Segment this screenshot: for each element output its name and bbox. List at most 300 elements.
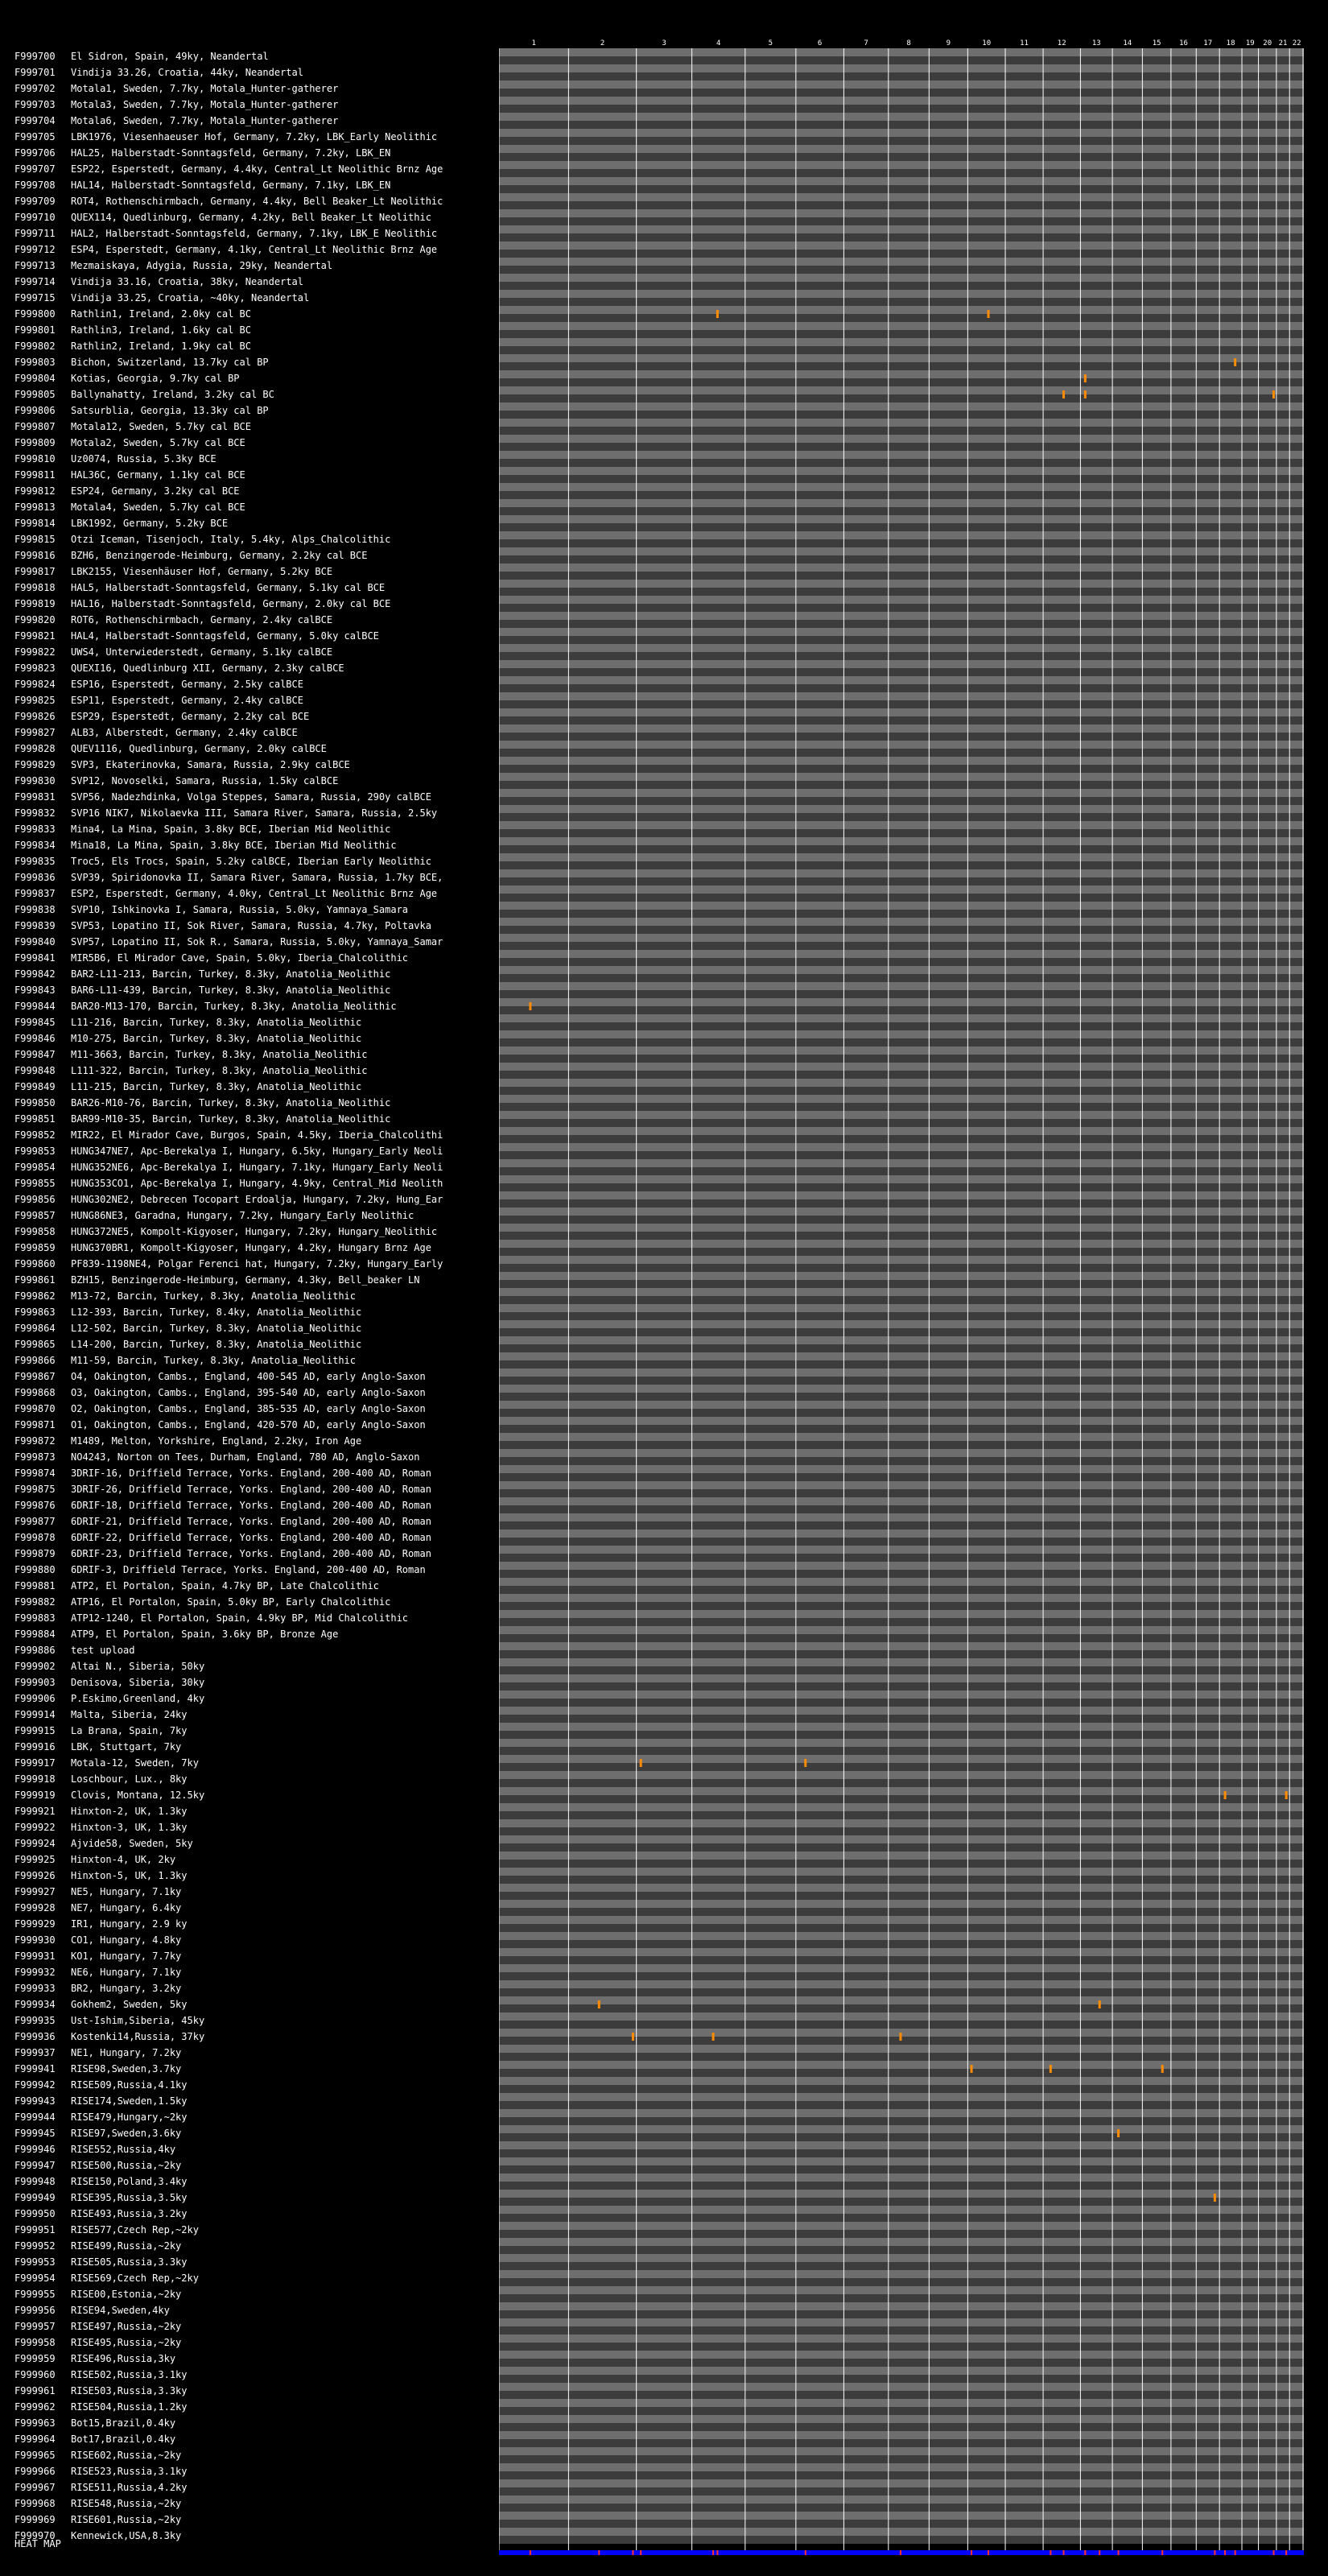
row-stripe (499, 2487, 1304, 2496)
row-stripe (499, 1763, 1304, 1771)
sample-label: NE7, Hungary, 6.4ky (71, 1902, 182, 1913)
chromosome-label: 14 (1123, 39, 1132, 47)
sample-row (14, 1304, 485, 1320)
sample-label: HUNG86NE3, Garadna, Hungary, 7.2ky, Hungary_Early Neolithic (71, 1210, 414, 1221)
row-stripe (499, 716, 1304, 724)
kit-id: F999929 (14, 1918, 56, 1930)
sample-row (14, 2367, 485, 2383)
sample-list (14, 48, 485, 2544)
sample-label: SVP16 NIK7, Nikolaevka III, Samara River, Samara, Russia, 2.5ky (71, 807, 438, 819)
row-stripe (499, 1433, 1304, 1441)
sample-row (14, 2270, 485, 2286)
kit-id: F999714 (14, 276, 56, 287)
row-stripe (499, 1385, 1304, 1393)
sample-label: NE1, Hungary, 7.2ky (71, 2047, 182, 2058)
sample-row (14, 1900, 485, 1916)
chromosome-label: 5 (768, 39, 773, 47)
row-stripe (499, 435, 1304, 443)
row-stripe (499, 1554, 1304, 1562)
chromosome-label: 11 (1020, 39, 1029, 47)
sample-label: Motala3, Sweden, 7.7ky, Motala_Hunter-gatherer (71, 99, 339, 110)
kit-id: F999867 (14, 1371, 56, 1382)
row-stripe (499, 1530, 1304, 1538)
sample-label: ROT6, Rothenschirmbach, Germany, 2.4ky calBCE (71, 614, 333, 625)
row-stripe (499, 564, 1304, 572)
sample-row (14, 1368, 485, 1385)
sample-label: HUNG372NE5, Kompolt-Kigyoser, Hungary, 7.2ky, Hungary_Neolithic (71, 1226, 438, 1237)
row-stripe (499, 652, 1304, 660)
sample-row (14, 773, 485, 789)
row-stripe (499, 741, 1304, 749)
row-stripe (499, 1095, 1304, 1103)
row-stripe (499, 1715, 1304, 1723)
row-stripe (499, 1650, 1304, 1658)
sample-label: Mina18, La Mina, Spain, 3.8ky BCE, Iberian Mid Neolithic (71, 840, 397, 851)
sample-label: MIR5B6, El Mirador Cave, Spain, 5.0ky, Iberia_Chalcolithic (71, 952, 409, 964)
row-stripe (499, 1360, 1304, 1368)
sample-label: L111-322, Barcin, Turkey, 8.3ky, Anatolia_Neolithic (71, 1065, 368, 1076)
row-stripe (499, 1208, 1304, 1216)
sample-label: LBK2155, Viesenhäuser Hof, Germany, 5.2ky BCE (71, 566, 333, 577)
row-stripe (499, 2093, 1304, 2101)
row-stripe (499, 2133, 1304, 2141)
row-stripe (499, 1755, 1304, 1763)
sample-label: QUEX114, Quedlinburg, Germany, 4.2ky, Bell Beaker_Lt Neolithic (71, 212, 431, 223)
row-stripe (499, 1860, 1304, 1868)
sample-row (14, 483, 485, 499)
row-stripe (499, 1119, 1304, 1127)
sample-label: ESP24, Germany, 3.2ky cal BCE (71, 485, 240, 497)
sample-label: RISE500,Russia,~2ky (71, 2160, 182, 2171)
sample-row (14, 161, 485, 177)
row-stripe (499, 491, 1304, 499)
sample-row (14, 1191, 485, 1208)
row-stripe (499, 926, 1304, 934)
row-stripe (499, 1151, 1304, 1159)
heatmap-label: HEAT MAP (14, 2538, 61, 2549)
sample-label: BR2, Hungary, 3.2ky (71, 1983, 182, 1994)
sample-row (14, 869, 485, 886)
row-stripe (499, 1594, 1304, 1602)
row-stripe (499, 467, 1304, 475)
sample-label: Bot17,Brazil,0.4ky (71, 2434, 176, 2445)
sample-row (14, 370, 485, 386)
kit-id: F999843 (14, 985, 56, 996)
row-stripe (499, 910, 1304, 918)
kit-id: F999872 (14, 1435, 56, 1447)
sample-row (14, 97, 485, 113)
row-stripe (499, 1964, 1304, 1972)
row-stripe (499, 1046, 1304, 1055)
row-stripe (499, 2109, 1304, 2117)
heatmap-mark (640, 2550, 641, 2555)
sample-row (14, 177, 485, 193)
sample-label: M11-3663, Barcin, Turkey, 8.3ky, Anatolia_Neolithic (71, 1049, 368, 1060)
sample-row (14, 1320, 485, 1336)
sample-label: Altai N., Siberia, 50ky (71, 1661, 205, 1672)
sample-label: HUNG370BR1, Kompolt-Kigyoser, Hungary, 4.2ky, Hungary Brnz Age (71, 1242, 431, 1253)
row-stripe (499, 427, 1304, 435)
kit-id: F999941 (14, 2063, 56, 2074)
row-stripe (499, 1216, 1304, 1224)
sample-row (14, 1224, 485, 1240)
sample-label: L14-200, Barcin, Turkey, 8.3ky, Anatolia_Neolithic (71, 1339, 362, 1350)
row-stripe (499, 612, 1304, 620)
row-stripe (499, 1449, 1304, 1457)
chromosome-label: 22 (1292, 39, 1301, 47)
match-segment (632, 2033, 634, 2041)
kit-id: F999809 (14, 437, 56, 448)
kit-id: F999825 (14, 695, 56, 706)
chromosome-label: 20 (1263, 39, 1272, 47)
sample-label: L12-502, Barcin, Turkey, 8.3ky, Anatolia_Neolithic (71, 1323, 362, 1334)
sample-row (14, 2254, 485, 2270)
sample-row (14, 1127, 485, 1143)
sample-row (14, 2479, 485, 2496)
row-stripe (499, 2238, 1304, 2246)
row-stripe (499, 201, 1304, 209)
sample-row (14, 1626, 485, 1642)
chromosome-label: 13 (1091, 39, 1101, 47)
row-stripe (499, 1465, 1304, 1473)
row-stripe (499, 2222, 1304, 2230)
row-stripe (499, 290, 1304, 298)
row-stripe (499, 483, 1304, 491)
sample-label: BAR26-M10-76, Barcin, Turkey, 8.3ky, Anatolia_Neolithic (71, 1097, 391, 1108)
row-stripe (499, 1948, 1304, 1956)
kit-id: F999924 (14, 1838, 56, 1849)
row-stripe (499, 1143, 1304, 1151)
row-stripe (499, 990, 1304, 998)
kit-id: F999884 (14, 1629, 56, 1640)
match-segment (716, 310, 719, 318)
sample-label: 3DRIF-26, Driffield Terrace, Yorks. England, 200-400 AD, Roman (71, 1484, 431, 1495)
kit-id: F999829 (14, 759, 56, 770)
sample-label: Rathlin2, Ireland, 1.9ky cal BC (71, 341, 251, 352)
row-stripe (499, 1352, 1304, 1360)
sample-label: Motala4, Sweden, 5.7ky cal BCE (71, 502, 245, 513)
sample-row (14, 338, 485, 354)
row-stripe (499, 1014, 1304, 1022)
sample-label: RISE505,Russia,3.3ky (71, 2256, 188, 2268)
row-stripe (499, 1682, 1304, 1690)
row-stripe (499, 225, 1304, 233)
sample-row (14, 258, 485, 274)
row-stripe (499, 2198, 1304, 2206)
sample-label: Malta, Siberia, 24ky (71, 1709, 188, 1720)
row-stripe (499, 708, 1304, 716)
sample-label: HUNG302NE2, Debrecen Tocopart Erdoalja, Hungary, 7.2ky, Hung_Ear (71, 1194, 443, 1205)
sample-row (14, 1063, 485, 1079)
row-stripe (499, 2004, 1304, 2013)
sample-row (14, 1079, 485, 1095)
sample-label: RISE497,Russia,~2ky (71, 2321, 182, 2332)
row-stripe (499, 797, 1304, 805)
heatmap-chart (499, 35, 1304, 2555)
sample-row (14, 1159, 485, 1175)
sample-row (14, 1497, 485, 1513)
row-stripe (499, 1320, 1304, 1328)
sample-row (14, 2109, 485, 2125)
row-stripe (499, 2294, 1304, 2302)
sample-label: BAR99-M10-35, Barcin, Turkey, 8.3ky, Anatolia_Neolithic (71, 1113, 391, 1125)
sample-label: SVP39, Spiridonovka II, Samara River, Samara, Russia, 1.7ky BCE, (71, 872, 443, 883)
sample-row (14, 2447, 485, 2463)
sample-row (14, 612, 485, 628)
row-stripe (499, 1409, 1304, 1417)
sample-label: 6DRIF-18, Driffield Terrace, Yorks. England, 200-400 AD, Roman (71, 1500, 431, 1511)
match-segment (1272, 390, 1275, 398)
row-stripe (499, 1988, 1304, 1996)
kit-id: F999865 (14, 1339, 56, 1350)
sample-row (14, 2206, 485, 2222)
sample-row (14, 1385, 485, 1401)
chromosome-label: 16 (1179, 39, 1188, 47)
chromosome-label: 9 (946, 39, 951, 47)
row-stripe (499, 137, 1304, 145)
kit-id: F999703 (14, 99, 56, 110)
sample-row (14, 966, 485, 982)
sample-label: Rathlin1, Ireland, 2.0ky cal BC (71, 308, 251, 320)
kit-id: F999817 (14, 566, 56, 577)
row-stripe (499, 1199, 1304, 1208)
row-stripe (499, 129, 1304, 137)
sample-row (14, 1980, 485, 1996)
row-stripe (499, 177, 1304, 185)
sample-label: 6DRIF-23, Driffield Terrace, Yorks. England, 200-400 AD, Roman (71, 1548, 431, 1559)
sample-label: Denisova, Siberia, 30ky (71, 1677, 205, 1688)
row-stripe (499, 1111, 1304, 1119)
row-stripe (499, 1787, 1304, 1795)
kit-id: F999946 (14, 2144, 56, 2155)
sample-label: ATP9, El Portalon, Spain, 3.6ky BP, Bronze Age (71, 1629, 339, 1640)
heatmap-mark (1224, 2550, 1226, 2555)
kit-id: F999949 (14, 2192, 56, 2203)
row-stripe (499, 966, 1304, 974)
heatmap-mark (530, 2550, 531, 2555)
kit-id: F999824 (14, 679, 56, 690)
sample-row (14, 2222, 485, 2238)
row-stripe (499, 161, 1304, 169)
row-stripe (499, 765, 1304, 773)
row-stripe (499, 861, 1304, 869)
kit-id: F999841 (14, 952, 56, 964)
row-stripe (499, 1038, 1304, 1046)
kit-id: F999845 (14, 1017, 56, 1028)
sample-row (14, 2383, 485, 2399)
row-stripe (499, 2165, 1304, 2174)
sample-label: Troc5, Els Trocs, Spain, 5.2ky calBCE, Iberian Early Neolithic (71, 856, 431, 867)
sample-label: SVP56, Nadezhdinka, Volga Steppes, Samara, Russia, 290y calBCE (71, 791, 431, 803)
kit-id: F999936 (14, 2031, 56, 2042)
chromosome-label: 12 (1057, 39, 1066, 47)
sample-label: PF839-1198NE4, Polgar Ferenci hat, Hungary, 7.2ky, Hungary_Early (71, 1258, 443, 1269)
row-stripe (499, 1240, 1304, 1248)
row-stripe (499, 1626, 1304, 1634)
sample-row (14, 1014, 485, 1030)
sample-row (14, 1465, 485, 1481)
sample-row (14, 129, 485, 145)
row-stripe (499, 733, 1304, 741)
row-stripe (499, 2496, 1304, 2504)
row-stripe (499, 1932, 1304, 1940)
kit-id: F999878 (14, 1532, 56, 1543)
kit-id: F999958 (14, 2337, 56, 2348)
sample-row (14, 1884, 485, 1900)
kit-id: F999917 (14, 1757, 56, 1769)
row-stripe (499, 1803, 1304, 1811)
match-segment (971, 2065, 973, 2073)
sample-label: Bichon, Switzerland, 13.7ky cal BP (71, 357, 269, 368)
sample-label: RISE479,Hungary,~2ky (71, 2112, 188, 2123)
row-stripe (499, 660, 1304, 668)
row-stripe (499, 89, 1304, 97)
sample-row (14, 660, 485, 676)
row-stripe (499, 1441, 1304, 1449)
sample-row (14, 1916, 485, 1932)
kit-id: F999850 (14, 1097, 56, 1108)
sample-label: ROT4, Rothenschirmbach, Germany, 4.4ky, Bell Beaker_Lt Neolithic (71, 196, 443, 207)
kit-id: F999705 (14, 131, 56, 142)
heatmap-mark (1099, 2550, 1100, 2555)
kit-id: F999854 (14, 1162, 56, 1173)
row-stripe (499, 306, 1304, 314)
match-segment (1084, 374, 1087, 382)
sample-label: HUNG352NE6, Apc-Berekalya I, Hungary, 7.1ky, Hungary_Early Neoli (71, 1162, 443, 1173)
match-segment (1062, 390, 1065, 398)
kit-id: F999937 (14, 2047, 56, 2058)
sample-row (14, 628, 485, 644)
kit-id: F999858 (14, 1226, 56, 1237)
row-stripe (499, 1022, 1304, 1030)
sample-label: QUEXI16, Quedlinburg XII, Germany, 2.3ky calBCE (71, 663, 344, 674)
kit-id: F999914 (14, 1709, 56, 1720)
sample-row (14, 145, 485, 161)
sample-row (14, 1272, 485, 1288)
kit-id: F999952 (14, 2240, 56, 2252)
sample-row (14, 2157, 485, 2174)
row-stripe (499, 1280, 1304, 1288)
kit-id: F999813 (14, 502, 56, 513)
row-stripe (499, 1272, 1304, 1280)
row-stripe (499, 499, 1304, 507)
sample-label: KO1, Hungary, 7.7ky (71, 1951, 182, 1962)
sample-label: RISE150,Poland,3.4ky (71, 2176, 188, 2187)
kit-id: F999830 (14, 775, 56, 786)
sample-label: SVP10, Ishkinovka I, Samara, Russia, 5.0ky, Yamnaya_Samara (71, 904, 409, 915)
sample-label: RISE496,Russia,3ky (71, 2353, 176, 2364)
row-stripe (499, 1924, 1304, 1932)
row-stripe (499, 1868, 1304, 1876)
kit-id: F999819 (14, 598, 56, 609)
sample-row (14, 2238, 485, 2254)
sample-label: Vindija 33.25, Croatia, ~40ky, Neandertal (71, 292, 310, 303)
row-stripe (499, 580, 1304, 588)
sample-row (14, 789, 485, 805)
kit-id: F999942 (14, 2079, 56, 2091)
kit-id: F999968 (14, 2498, 56, 2509)
row-stripe (499, 266, 1304, 274)
sample-label: Mezmaiskaya, Adygia, Russia, 29ky, Neandertal (71, 260, 333, 271)
heatmap-mark (971, 2550, 972, 2555)
kit-id: F999856 (14, 1194, 56, 1205)
sample-row (14, 692, 485, 708)
sample-row (14, 1594, 485, 1610)
row-stripe (499, 2125, 1304, 2133)
kit-id: F999713 (14, 260, 56, 271)
sample-label: CO1, Hungary, 4.8ky (71, 1934, 182, 1946)
sample-row (14, 1095, 485, 1111)
row-stripe (499, 773, 1304, 781)
sample-label: 3DRIF-16, Driffield Terrace, Yorks. England, 200-400 AD, Roman (71, 1468, 431, 1479)
kit-id: F999886 (14, 1645, 56, 1656)
heatmap-bar (499, 2550, 1304, 2555)
sample-label: Rathlin3, Ireland, 1.6ky cal BC (71, 324, 251, 336)
sample-label: Motala6, Sweden, 7.7ky, Motala_Hunter-gatherer (71, 115, 339, 126)
row-stripe (499, 1183, 1304, 1191)
row-stripe (499, 105, 1304, 113)
sample-row (14, 644, 485, 660)
sample-label: RISE495,Russia,~2ky (71, 2337, 182, 2348)
row-stripe (499, 2343, 1304, 2351)
sample-row (14, 435, 485, 451)
sample-label: IR1, Hungary, 2.9 ky (71, 1918, 188, 1930)
row-stripe (499, 1674, 1304, 1682)
chromosome-label: 17 (1203, 39, 1213, 47)
sample-row (14, 242, 485, 258)
sample-label: Kennewick,USA,8.3ky (71, 2530, 182, 2541)
kit-id: F999807 (14, 421, 56, 432)
sample-row (14, 918, 485, 934)
sample-label: 6DRIF-22, Driffield Terrace, Yorks. England, 200-400 AD, Roman (71, 1532, 431, 1543)
sample-label: QUEV1116, Quedlinburg, Germany, 2.0ky calBCE (71, 743, 327, 754)
sample-row (14, 1771, 485, 1787)
sample-row (14, 1739, 485, 1755)
match-segment (598, 2000, 600, 2008)
sample-row (14, 2190, 485, 2206)
sample-row (14, 531, 485, 547)
match-segment (804, 1759, 806, 1767)
sample-row (14, 1288, 485, 1304)
sample-row (14, 193, 485, 209)
row-stripe (499, 185, 1304, 193)
row-stripe (499, 1425, 1304, 1433)
sample-label: RISE509,Russia,4.1ky (71, 2079, 188, 2091)
row-stripe (499, 346, 1304, 354)
row-stripe (499, 2246, 1304, 2254)
sample-label: SVP57, Lopatino II, Sok R., Samara, Russia, 5.0ky, Yamnaya_Samar (71, 936, 443, 947)
row-stripe (499, 169, 1304, 177)
sample-row (14, 2045, 485, 2061)
sample-row (14, 564, 485, 580)
row-stripe (499, 918, 1304, 926)
row-stripe (499, 72, 1304, 80)
row-stripe (499, 153, 1304, 161)
kit-id: F999861 (14, 1274, 56, 1286)
match-segment (1224, 1791, 1227, 1799)
row-stripe (499, 1256, 1304, 1264)
sample-label: Satsurblia, Georgia, 13.3ky cal BP (71, 405, 269, 416)
kit-id: F999811 (14, 469, 56, 481)
row-stripe (499, 1135, 1304, 1143)
row-stripe (499, 1505, 1304, 1513)
row-stripe (499, 2174, 1304, 2182)
sample-row (14, 1562, 485, 1578)
kit-id: F999708 (14, 180, 56, 191)
sample-label: Mina4, La Mina, Spain, 3.8ky BCE, Iberian Mid Neolithic (71, 824, 391, 835)
sample-row (14, 1530, 485, 1546)
heatmap-mark (1214, 2550, 1215, 2555)
